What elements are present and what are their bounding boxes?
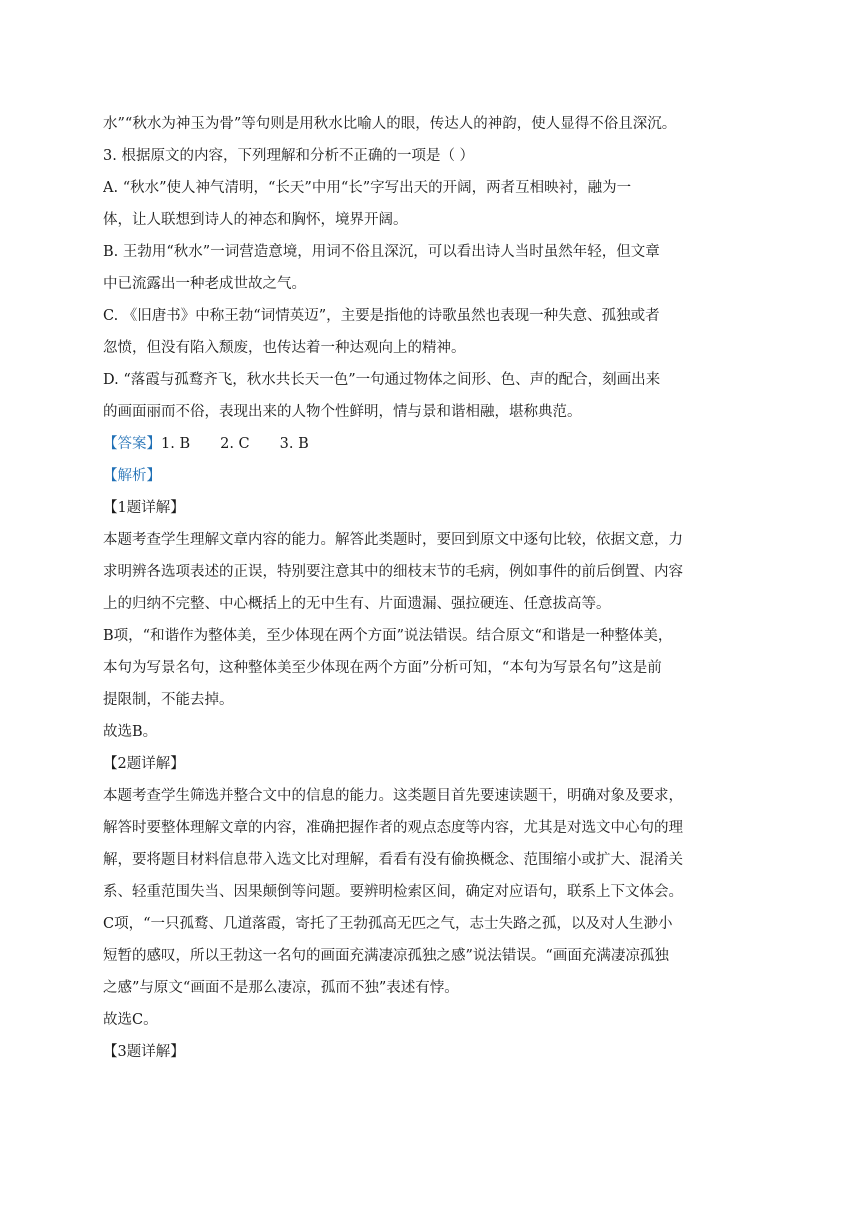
text-line: 本句为写景名句，这种整体美至少体现在两个方面”分析可知，“本句为写景名句”这是前 (103, 660, 662, 676)
answer-open-bracket: 【 (103, 436, 118, 452)
detail-2-heading: 【2题详解】 (103, 756, 185, 772)
analysis-label: 解析 (117, 468, 147, 484)
analysis-heading (103, 460, 760, 492)
answer-close-bracket: 】 (146, 436, 161, 452)
text-line: 上的归纳不完整、中心概括上的无中生有、片面遗漏、强拉硬连、任意拔高等。 (103, 596, 611, 612)
text-line: C项，“一只孤鹜、几道落霞，寄托了王勃孤高无匹之气，志士失路之孤，以及对人生渺小 (103, 916, 673, 932)
detail-1-heading: 【1题详解】 (103, 500, 185, 516)
text-line: 解答时要整体理解文章的内容，准确把握作者的观点态度等内容，尤其是对选文中心句的理 (103, 820, 683, 836)
option-d-line-2: 的画面丽而不俗，表现出来的人物个性鲜明，情与景和谐相融，堪称典范。 (103, 404, 582, 420)
option-d-line-1: D. “落霞与孤鹜齐飞，秋水共长天一色”一句通过物体之间形、色、声的配合，刻画出来 (103, 372, 661, 388)
option-a-line-2: 体，让人联想到诗人的神态和胸怀，境界开阔。 (103, 212, 408, 228)
option-c-line-1: C. 《旧唐书》中称王勃“词情英迈”，主要是指他的诗歌虽然也表现一种失意、孤独或者 (103, 308, 660, 324)
answer-label: 答案 (117, 436, 147, 452)
conclusion-1: 故选B。 (103, 724, 158, 740)
text-line: 水”“秋水为神玉为骨”等句则是用秋水比喻人的眼，传达人的神韵，使人显得不俗且深沉。 (103, 116, 677, 132)
answer-item-1: 1. B (161, 436, 191, 452)
analysis-open-bracket: 【 (103, 468, 118, 484)
analysis-close-bracket: 】 (146, 468, 161, 484)
answer-item-3: 3. B (279, 436, 309, 452)
text-line: B项，“和谐作为整体美，至少体现在两个方面”说法错误。结合原文“和谐是一种整体美， (103, 628, 673, 644)
text-line: 提限制，不能去掉。 (103, 692, 234, 708)
question-3-stem: 3. 根据原文的内容，下列理解和分析不正确的一项是（ ） (103, 148, 475, 164)
text-line: 短暂的感叹，所以王勃这一名句的画面充满凄凉孤独之感”说法错误。“画面充满凄凉孤独 (103, 948, 669, 964)
text-line: 解，要将题目材料信息带入选文比对理解，看看有没有偷换概念、范围缩小或扩大、混淆关 (103, 852, 683, 868)
option-b-line-1: B. 王勃用“秋水”一词营造意境，用词不俗且深沉，可以看出诗人当时虽然年轻，但文章 (103, 244, 660, 260)
text-line: 之感”与原文“画面不是那么凄凉，孤而不独”表述有悖。 (103, 980, 459, 996)
text-line: 系、轻重范围失当、因果颠倒等问题。要辨明检索区间，确定对应语句，联系上下文体会。 (103, 884, 683, 900)
text-line: 本题考查学生理解文章内容的能力。解答此类题时，要回到原文中逐句比较，依据文意，力 (103, 532, 683, 548)
option-b-line-2: 中已流露出一种老成世故之气。 (103, 276, 306, 292)
text-line: 求明辨各选项表述的正误，特别要注意其中的细枝末节的毛病，例如事件的前后倒置、内容 (103, 564, 683, 580)
answer-item-2: 2. C (220, 436, 250, 452)
text-line: 本题考查学生筛选并整合文中的信息的能力。这类题目首先要速读题干，明确对象及要求， (103, 788, 683, 804)
option-c-line-2: 忽愤，但没有陷入颓废，也传达着一种达观向上的精神。 (103, 340, 466, 356)
option-a-line-1: A. “秋水”使人神气清明，“长天”中用“长”字写出天的开阔，两者互相映衬，融为一 (103, 180, 632, 196)
conclusion-2: 故选C。 (103, 1012, 158, 1028)
document-body (103, 108, 760, 1068)
answer-line (103, 428, 760, 460)
detail-3-heading: 【3题详解】 (103, 1044, 185, 1060)
